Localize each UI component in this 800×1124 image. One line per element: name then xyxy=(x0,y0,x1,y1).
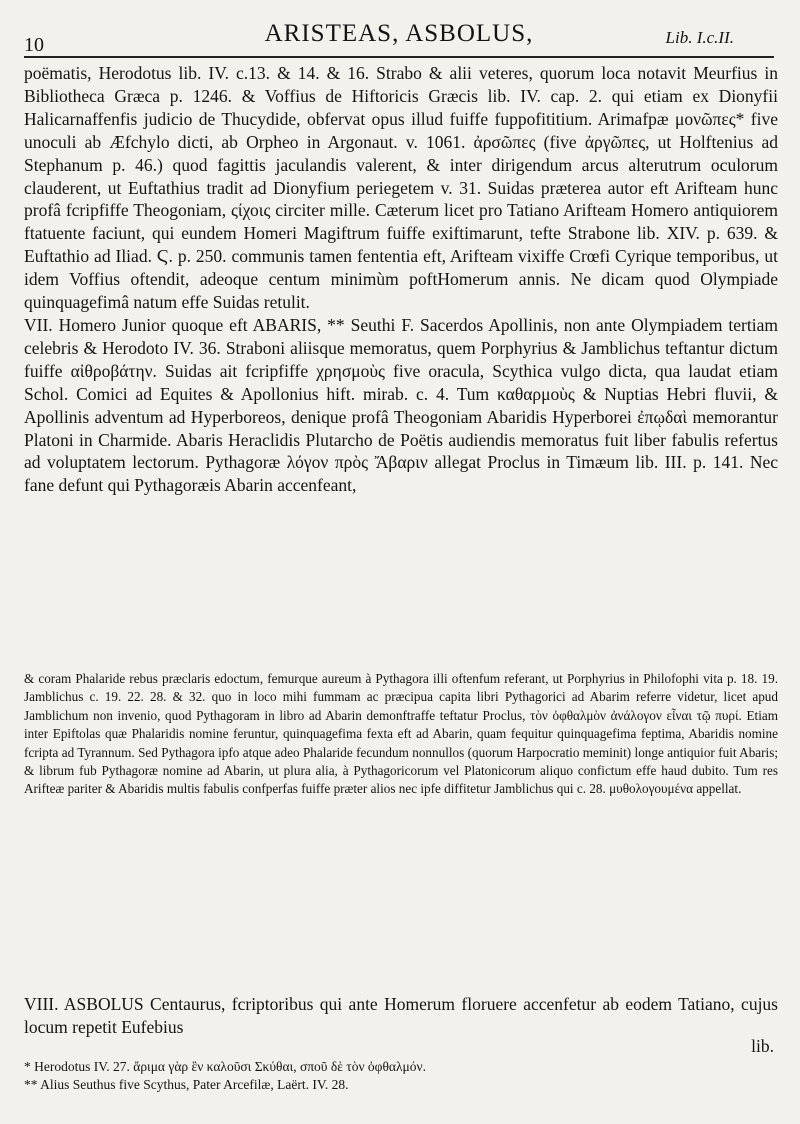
footnote-seuthus: ** Alius Seuthus five Scythus, Pater Arcefilæ, Laërt. IV. 28. xyxy=(24,1077,349,1092)
page-header xyxy=(24,10,774,54)
book-reference: Lib. I.c.II. xyxy=(665,28,734,47)
abaris-notes: & coram Phalaride rebus præclaris edoctum, femurque aureum à Pythagora illi oftenfum referant, ut Porphyrius in Philofophi vita p. 18. 19. Jamblichus c. 19. 22. 28. & 32. quo in loco mihi fummam ac præcipua capita libri Pythagorici ad Abarim referre videtur, licet apud Jamblichum non invenio, quod Pythagoram in libro ad Abarin demonftraffe teftatur Proclus, τὸν ὀφθαλμὸν ἀνάλογον εἶναι τῷ πυρί. Etiam inter Epiftolas quæ Phalaridis nomine feruntur, quinquagefima fexta eft ad Abarin, quam fequitur quinquagefima feptima, Abaridis nomine fcripta ad Tyrannum. Sed Pythagora ipfo atque adeo Phalaride fecundum nonnullos (quorum Harpocratio meminit) longe antiquior fuit Abaris; & librum fub Pythagoræ nomine ad Abarin, ut plura alia, à Pythagoricorum vel Platonicorum aliquo confictum effe haud dubito. Tum res Arifteæ pariter & Abaridis multis fabulis confperfas fuiffe præter alios nec ipfe diffitetur Jamblichus qui c. 28. μυθολογουμένα appellat. xyxy=(24,671,778,797)
header-rule xyxy=(24,56,774,58)
page-number: 10 xyxy=(24,34,44,56)
catchword: lib. xyxy=(751,1036,774,1056)
footnote-herodotus: * Herodotus IV. 27. ἄριμα γὰρ ἓν καλοῦσι Σκύθαι, σποῦ δὲ τὸν ὀφθαλμόν. xyxy=(24,1059,427,1074)
paragraph-abaris: VII. Homero Junior quoque eft ABARIS, ** Seuthi F. Sacerdos Apollinis, non ante Olympiadem tertiam celebris & Herodoto IV. 36. Straboni aliisque memoratus, quem Porphyrius & Jamblichus teftantur dictum fuiffe αἰθροβάτην. Suidas ait fcripfiffe χρησμοὺς five oracula, Scythica vulgo dicta, qua laudat etiam Schol. Comici ad Equites & Apollonius hift. mirab. c. 4. Tum καθαρμοὺς & Nuptias Hebri fluvii, & Apollinis adventum ad Hyperboreos, denique profâ Theogoniam Abaridis Hyperborei ἐπῳδαὶ memorantur Platoni in Charmide. Abaris Heraclidis Plutarcho de Poëtis audiendis memoratus fuit liber fabulis refertus ad voluptatem lectorum. Pythagoræ λόγον πρὸς Ἄβαριν allegat Proclus in Timæum lib. III. p. 141. Nec fane defunt qui Pythagoræis Abarin accenfeant, xyxy=(24,314,778,496)
main-text xyxy=(24,62,778,497)
main-text-continued xyxy=(24,993,778,1039)
footnotes xyxy=(24,1058,778,1094)
small-print-continuation xyxy=(24,670,778,799)
paragraph-asbolus: VIII. ASBOLUS Centaurus, fcriptoribus qui ante Homerum floruere accenfetur ab eodem Tatiano, cujus locum repetit Eufebius xyxy=(24,994,778,1037)
paragraph-aristeas: poëmatis, Herodotus lib. IV. c.13. & 14. & 16. Strabo & alii veteres, quorum loca notavit Meurfius in Bibliotheca Græca p. 1246. & Voffius de Hiftoricis Græcis lib. IV. cap. 2. qui etiam ex Dionyfii Halicarnaffenfis judicio de Thucydide, obfervat opus illud fuiffe fuppofititium. Arimafpæ μονῶπες* five unoculi ab Æfchylo dicti, ab Orpheo in Argonaut. v. 1061. ἀρσῶπες (five ἀργῶπες, ut Holftenius ad Stephanum p. 46.) quod fagittis jaculandis valerent, & inter dirigendum arcus alterutrum oculorum clauderent, ut Euftathius tradit ad Dionyfium periegetem v. 31. Suidas præterea autor eft Arifteam hunc profâ fcripfiffe Theogoniam, ςίχοις circiter mille. Cæterum licet pro Tatiano Arifteam Homero antiquiorem ftatuente faciunt, qui eundem Homeri Magiftrum fuiffe exiftimarunt, tefte Strabone lib. XIV. p. 639. & Euftathio ad Iliad. Ϛ. p. 250. communis tamen fententia eft, Arifteam vixiffe Crœfi Cyrique temporibus, ut idem Voffius oftendit, adeoque centum minimùm poftHomerum annis. Ne dicam quod Olympiade quinquagefimâ natum effe Suidas retulit. xyxy=(24,63,778,313)
running-head: ARISTEAS, ASBOLUS, xyxy=(264,20,534,47)
